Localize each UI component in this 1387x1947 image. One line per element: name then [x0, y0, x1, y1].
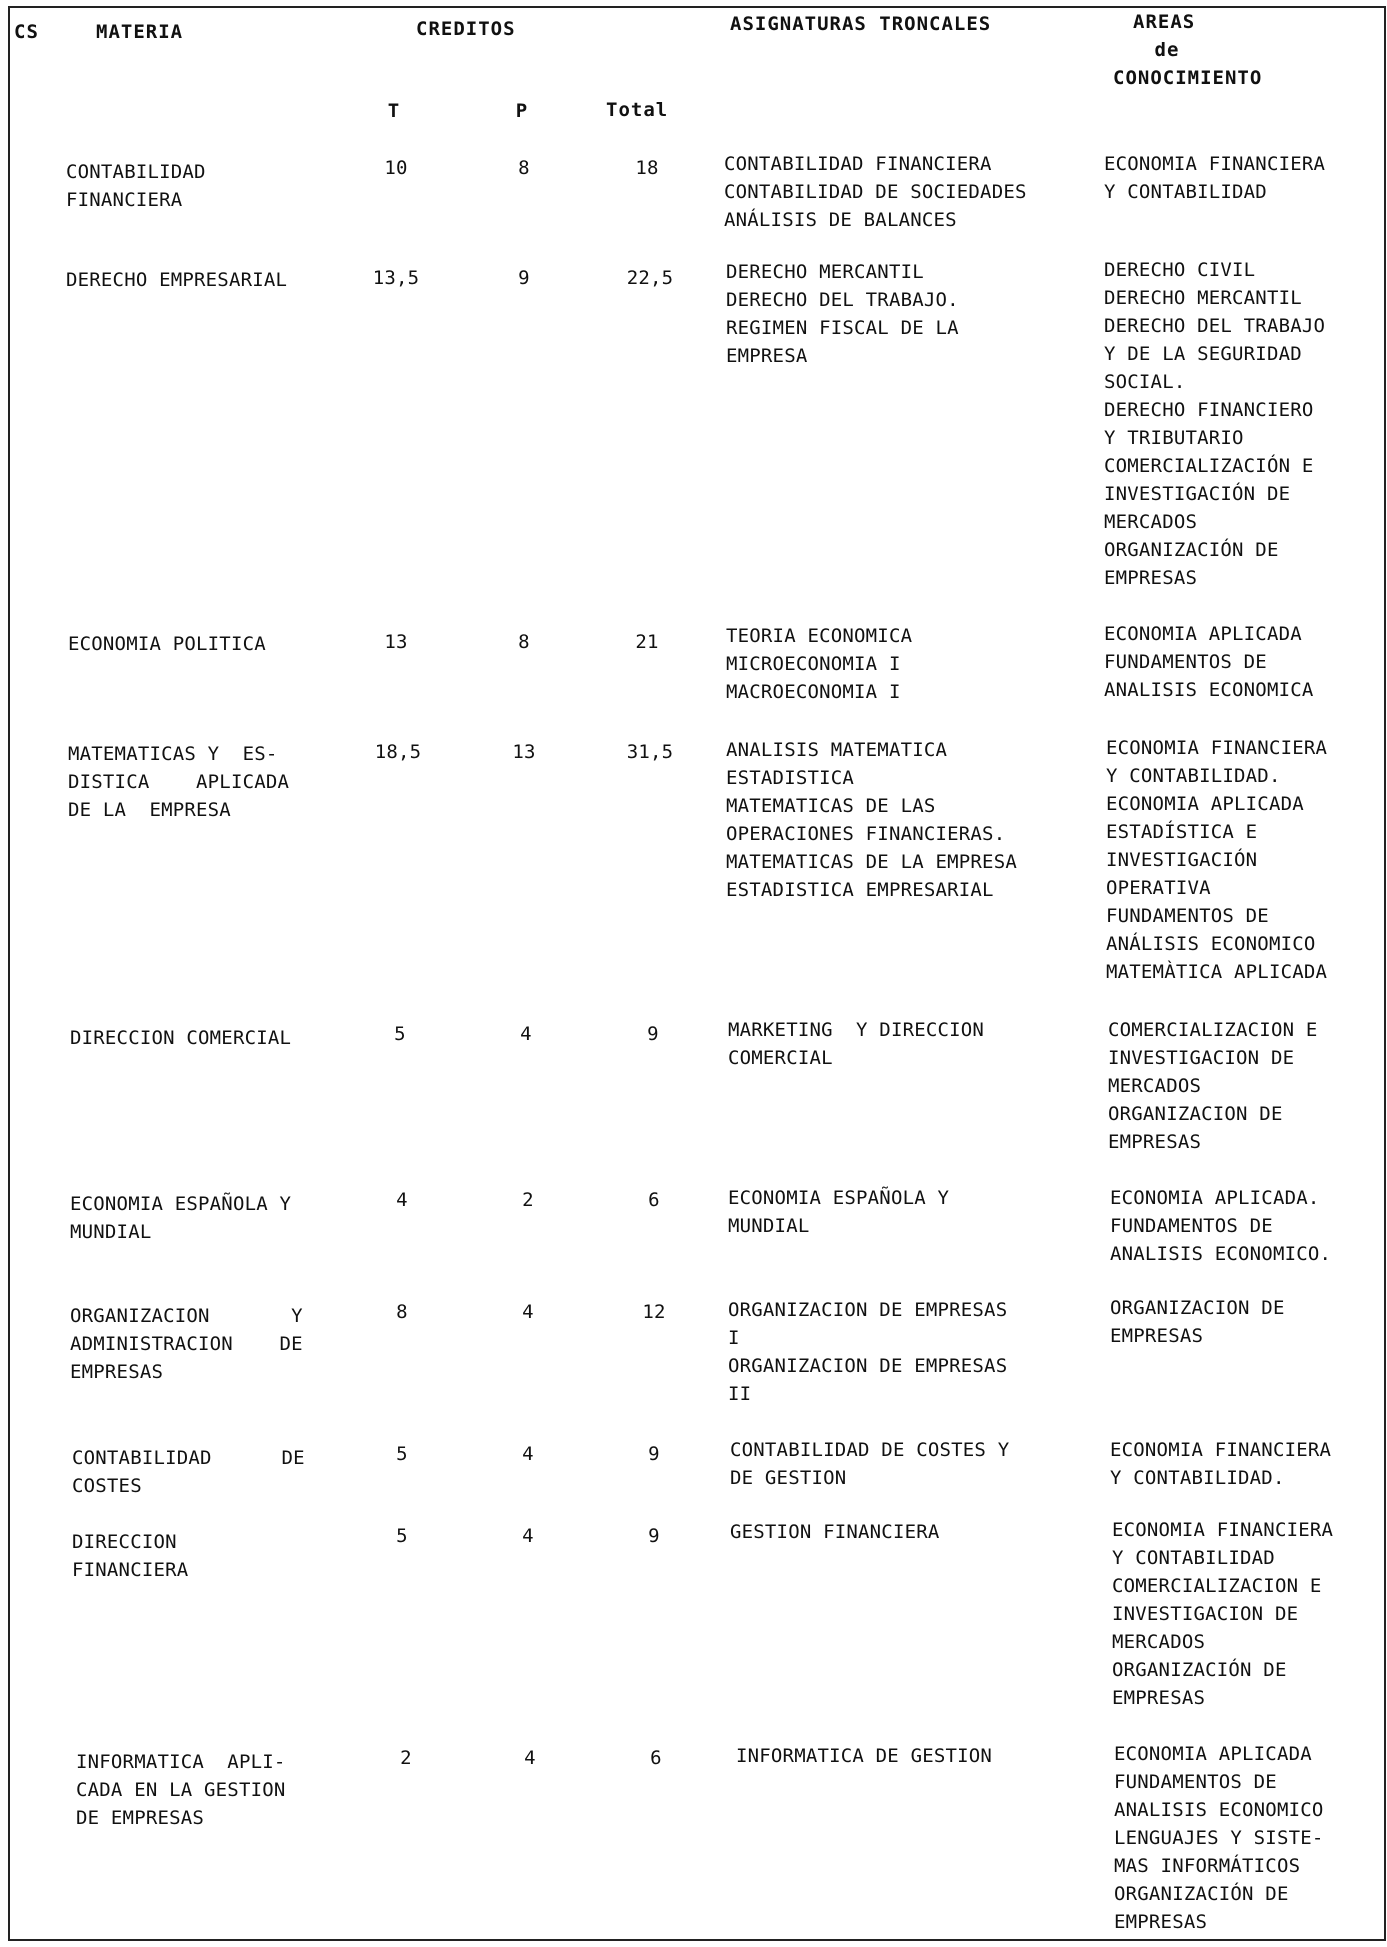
row-7-asignaturas: ORGANIZACION DE EMPRESAS I ORGANIZACION DE EMPRESAS II — [728, 1299, 1008, 1405]
row-3-p: 8 — [518, 631, 530, 653]
row-3-asignaturas: TEORIA ECONOMICA MICROECONOMIA I MACROECONOMIA I — [726, 625, 913, 703]
row-6-t: 4 — [396, 1189, 408, 1211]
row-3-areas: ECONOMIA APLICADA FUNDAMENTOS DE ANALISIS ECONOMICA — [1104, 623, 1314, 701]
row-9-total: 9 — [648, 1525, 660, 1547]
row-5-materia: DIRECCION COMERCIAL — [70, 1027, 292, 1049]
header-t: T — [387, 100, 401, 122]
row-3-total: 21 — [635, 631, 659, 653]
row-8-p: 4 — [522, 1443, 534, 1465]
row-8-areas: ECONOMIA FINANCIERA Y CONTABILIDAD. — [1110, 1439, 1332, 1489]
row-8-t: 5 — [396, 1443, 408, 1465]
row-6-asignaturas: ECONOMIA ESPAÑOLA Y MUNDIAL — [728, 1187, 950, 1237]
row-4-asignaturas: ANALISIS MATEMATICA ESTADISTICA MATEMATICAS DE LAS OPERACIONES FINANCIERAS. MATEMATICAS DE LA EMPRESA ESTADISTICA EMPRESARIAL — [726, 739, 1017, 901]
row-10-asignaturas: INFORMATICA DE GESTION — [736, 1745, 993, 1767]
row-10-total: 6 — [650, 1747, 662, 1769]
header-creditos: CREDITOS — [416, 18, 516, 40]
row-9-t: 5 — [396, 1525, 408, 1547]
header-p: P — [515, 100, 529, 122]
row-1-areas: ECONOMIA FINANCIERA Y CONTABILIDAD — [1104, 153, 1326, 203]
row-5-p: 4 — [520, 1023, 532, 1045]
row-4-p: 13 — [512, 741, 536, 763]
row-8-asignaturas: CONTABILIDAD DE COSTES Y DE GESTION — [730, 1439, 1010, 1489]
row-8-total: 9 — [648, 1443, 660, 1465]
row-7-p: 4 — [522, 1301, 534, 1323]
row-7-materia: ORGANIZACION Y ADMINISTRACION DE EMPRESAS — [70, 1305, 303, 1383]
row-6-areas: ECONOMIA APLICADA. FUNDAMENTOS DE ANALISIS ECONOMICO. — [1110, 1187, 1332, 1265]
header-areas-line-3: CONOCIMIENTO — [1113, 67, 1263, 89]
header-asignaturas-troncales: ASIGNATURAS TRONCALES — [730, 13, 992, 35]
header-total: Total — [606, 99, 669, 121]
row-2-asignaturas: DERECHO MERCANTIL DERECHO DEL TRABAJO. REGIMEN FISCAL DE LA EMPRESA — [726, 261, 959, 367]
row-9-areas: ECONOMIA FINANCIERA Y CONTABILIDAD COMERCIALIZACION E INVESTIGACION DE MERCADOS ORGANIZACIÓN DE EMPRESAS — [1112, 1519, 1334, 1709]
row-1-materia: CONTABILIDAD FINANCIERA — [66, 161, 206, 211]
row-5-total: 9 — [647, 1023, 659, 1045]
header-materia: MATERIA — [96, 21, 184, 43]
row-1-total: 18 — [635, 157, 659, 179]
row-2-materia: DERECHO EMPRESARIAL — [66, 269, 288, 291]
row-1-t: 10 — [384, 157, 408, 179]
row-5-areas: COMERCIALIZACION E INVESTIGACION DE MERCADOS ORGANIZACION DE EMPRESAS — [1108, 1019, 1318, 1153]
row-7-total: 12 — [642, 1301, 666, 1323]
row-7-t: 8 — [396, 1301, 408, 1323]
row-5-asignaturas: MARKETING Y DIRECCION COMERCIAL — [728, 1019, 985, 1069]
row-2-areas: DERECHO CIVIL DERECHO MERCANTIL DERECHO DEL TRABAJO Y DE LA SEGURIDAD SOCIAL. DERECHO FINANCIERO Y TRIBUTARIO COMERCIALIZACIÓN E INVESTIGACIÓN DE MERCADOS ORGANIZACIÓN DE EMPRESAS — [1104, 259, 1326, 589]
row-1-p: 8 — [518, 157, 530, 179]
row-6-materia: ECONOMIA ESPAÑOLA Y MUNDIAL — [70, 1193, 292, 1243]
row-3-materia: ECONOMIA POLITICA — [68, 633, 266, 655]
row-1-asignaturas: CONTABILIDAD FINANCIERA CONTABILIDAD DE SOCIEDADES ANÁLISIS DE BALANCES — [724, 153, 1027, 231]
header-cs: CS — [14, 21, 39, 43]
row-2-t: 13,5 — [372, 267, 420, 289]
row-9-materia: DIRECCION FINANCIERA — [72, 1531, 189, 1581]
row-8-materia: CONTABILIDAD DE COSTES — [72, 1447, 305, 1497]
row-10-areas: ECONOMIA APLICADA FUNDAMENTOS DE ANALISIS ECONOMICO LENGUAJES Y SISTE- MAS INFORMÁTICOS ORGANIZACIÓN DE EMPRESAS — [1114, 1743, 1324, 1933]
header-areas-line-2: de — [1154, 39, 1180, 61]
row-10-t: 2 — [400, 1747, 412, 1769]
row-4-materia: MATEMATICAS Y ES- DISTICA APLICADA DE LA EMPRESA — [68, 743, 290, 821]
row-3-t: 13 — [384, 631, 408, 653]
row-2-p: 9 — [518, 267, 530, 289]
row-4-total: 31,5 — [626, 741, 674, 763]
header-areas-line-1: AREAS — [1133, 11, 1196, 33]
row-10-materia: INFORMATICA APLI- CADA EN LA GESTION DE EMPRESAS — [76, 1751, 286, 1829]
row-6-p: 2 — [522, 1189, 534, 1211]
row-4-t: 18,5 — [374, 741, 422, 763]
row-2-total: 22,5 — [626, 267, 674, 289]
row-9-asignaturas: GESTION FINANCIERA — [730, 1521, 940, 1543]
row-6-total: 6 — [648, 1189, 660, 1211]
row-10-p: 4 — [524, 1747, 536, 1769]
row-4-areas: ECONOMIA FINANCIERA Y CONTABILIDAD. ECONOMIA APLICADA ESTADÍSTICA E INVESTIGACIÓN OPERATIVA FUNDAMENTOS DE ANÁLISIS ECONOMICO MATEMÀTICA APLICADA — [1106, 737, 1328, 983]
row-9-p: 4 — [522, 1525, 534, 1547]
row-5-t: 5 — [394, 1023, 406, 1045]
row-7-areas: ORGANIZACION DE EMPRESAS — [1110, 1297, 1285, 1347]
